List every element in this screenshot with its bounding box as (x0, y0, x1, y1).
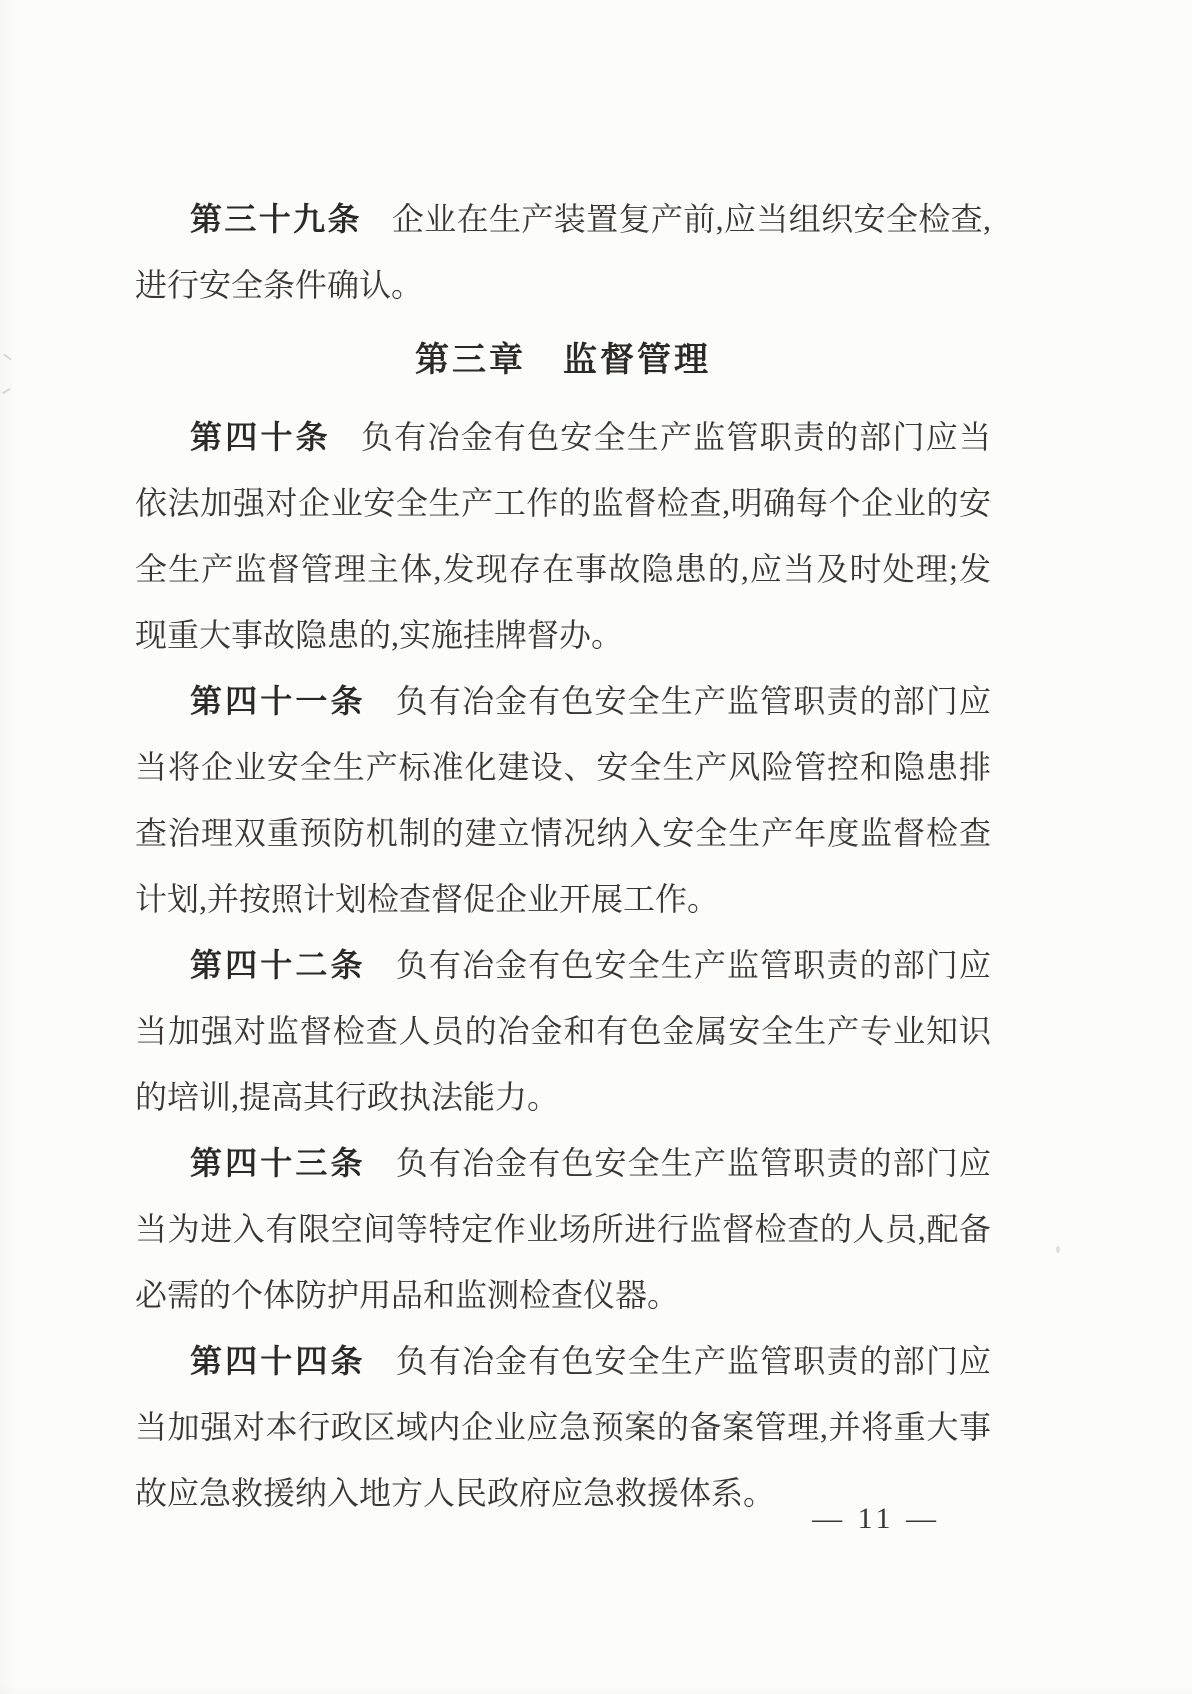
chapter-heading: 第三章 监督管理 (415, 341, 711, 379)
article-43-text: 负有冶金有色安全生产监管职责的部门应当为进入有限空间等特定作业场所进行监督检查的人员,配备必需的个体防护用品和监测检查仪器。 (135, 1145, 991, 1313)
article-40-number: 第四十条 (190, 419, 331, 455)
article-41-text: 负有冶金有色安全生产监管职责的部门应当将企业安全生产标准化建设、安全生产风险管控和隐患排查治理双重预防机制的建立情况纳入安全生产年度监督检查计划,并按照计划检查督促企业开展工作。 (135, 683, 991, 917)
article-44-paragraph (135, 1328, 991, 1526)
scan-artifact (3, 353, 11, 360)
article-44-text: 负有冶金有色安全生产监管职责的部门应当加强对本行政区域内企业应急预案的备案管理,并将重大事故应急救援纳入地方人民政府应急救援体系。 (135, 1343, 991, 1511)
scan-artifact (2, 388, 11, 394)
text-block (135, 186, 991, 1526)
article-41-paragraph (135, 668, 991, 932)
page-number: — 11 — (812, 1502, 940, 1535)
article-44-number: 第四十四条 (190, 1343, 366, 1379)
article-40-paragraph (135, 404, 991, 668)
article-40-text: 负有冶金有色安全生产监管职责的部门应当依法加强对企业安全生产工作的监督检查,明确每个企业的安全生产监督管理主体,发现存在事故隐患的,应当及时处理;发现重大事故隐患的,实施挂牌督办。 (135, 419, 991, 653)
article-42-number: 第四十二条 (190, 947, 366, 983)
article-42-paragraph (135, 932, 991, 1130)
article-42-text: 负有冶金有色安全生产监管职责的部门应当加强对监督检查人员的冶金和有色金属安全生产专业知识的培训,提高其行政执法能力。 (135, 947, 991, 1115)
article-43-paragraph (135, 1130, 991, 1328)
article-43-number: 第四十三条 (190, 1145, 366, 1181)
article-41-number: 第四十一条 (190, 683, 366, 719)
article-39-number: 第三十九条 (190, 201, 362, 237)
article-39-text: 企业在生产装置复产前,应当组织安全检查,进行安全条件确认。 (135, 201, 991, 303)
article-39-paragraph (135, 186, 991, 318)
scan-artifact (1056, 1246, 1060, 1253)
